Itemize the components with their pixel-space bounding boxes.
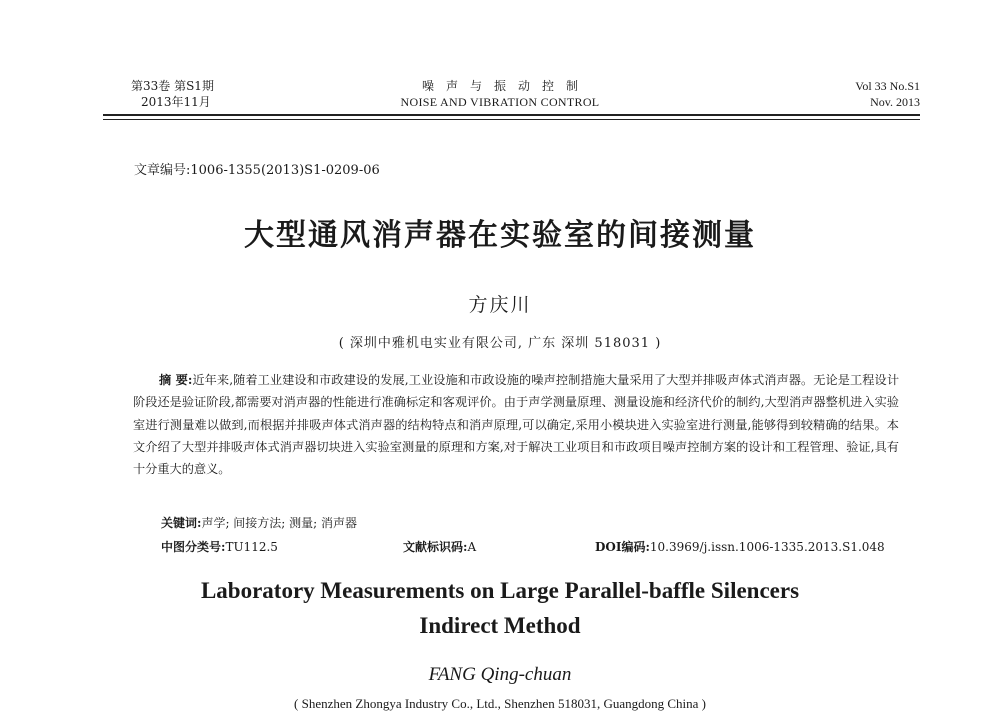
classification [161,538,278,555]
header-journal [0,78,1000,110]
title-en [0,573,1000,643]
author-cn: 方庆川 [468,294,532,316]
document-code [403,538,476,555]
journal-name-en: NOISE AND VIBRATION CONTROL [400,95,600,109]
date-cn: 2013年11月 [141,95,211,109]
title-en-line1: Laboratory Measurements on Large Parallel-baffle Silencers [200,578,800,603]
journal-name-cn: 噪声与振动控制 [421,79,590,93]
article-id: 文章编号:1006-1355(2013)S1-0209-06 [134,163,380,178]
title-cn: 大型通风消声器在实验室的间接测量 [244,218,756,253]
header-volume-en [855,78,920,110]
header-rule-thin [103,119,920,120]
document-code-value: A [467,540,477,554]
affiliation-en: ( Shenzhen Zhongya Industry Co., Ltd., Shenzhen 518031, Guangdong China ) [294,696,706,711]
header-rule-thick [103,114,920,116]
keywords-label: 关键词: [161,516,202,530]
author-en: FANG Qing-chuan [428,664,572,685]
title-en-line2: Indirect Method [419,613,581,638]
date-en: Nov. 2013 [870,95,920,109]
doi-label: DOI编码: [595,540,650,554]
abstract-text: 近年来,随着工业建设和市政建设的发展,工业设施和市政设施的噪声控制措施大量采用了大型并排吸声体式消声器。无论是工程设计阶段还是验证阶段,都需要对消声器的性能进行准确标定和客观评价。由于声学测量原理、测量设施和经济代价的制约,大型消声器整机进入实验室进行测量难以做到,而根据并排吸声体式消声器的结构特点和消声原理,可以确定,采用小模块进入实验室进行测量,能够得到较精确的结果。本文介绍了大型并排吸声体式消声器切块进入实验室测量的原理和方案,对于解决工业项目和市政项目噪声控制方案的设计和工程管理、验证,具有十分重大的意义。 [133,373,900,477]
abstract-label: 摘 要: [159,373,193,387]
classification-value: TU112.5 [225,540,278,554]
keywords-text: 声学; 间接方法; 测量; 消声器 [201,516,358,530]
volume-issue-cn: 第33卷 第S1期 [131,79,214,93]
affiliation-cn: ( 深圳中雅机电实业有限公司, 广东 深圳 518031 ) [338,336,662,351]
keywords [161,514,357,531]
document-code-label: 文献标识码: [403,540,468,554]
abstract [133,369,899,480]
volume-issue-en: Vol 33 No.S1 [855,79,920,93]
classification-label: 中图分类号: [161,540,226,554]
doi-value: 10.3969/j.issn.1006-1335.2013.S1.048 [649,540,885,554]
doi [595,538,885,555]
